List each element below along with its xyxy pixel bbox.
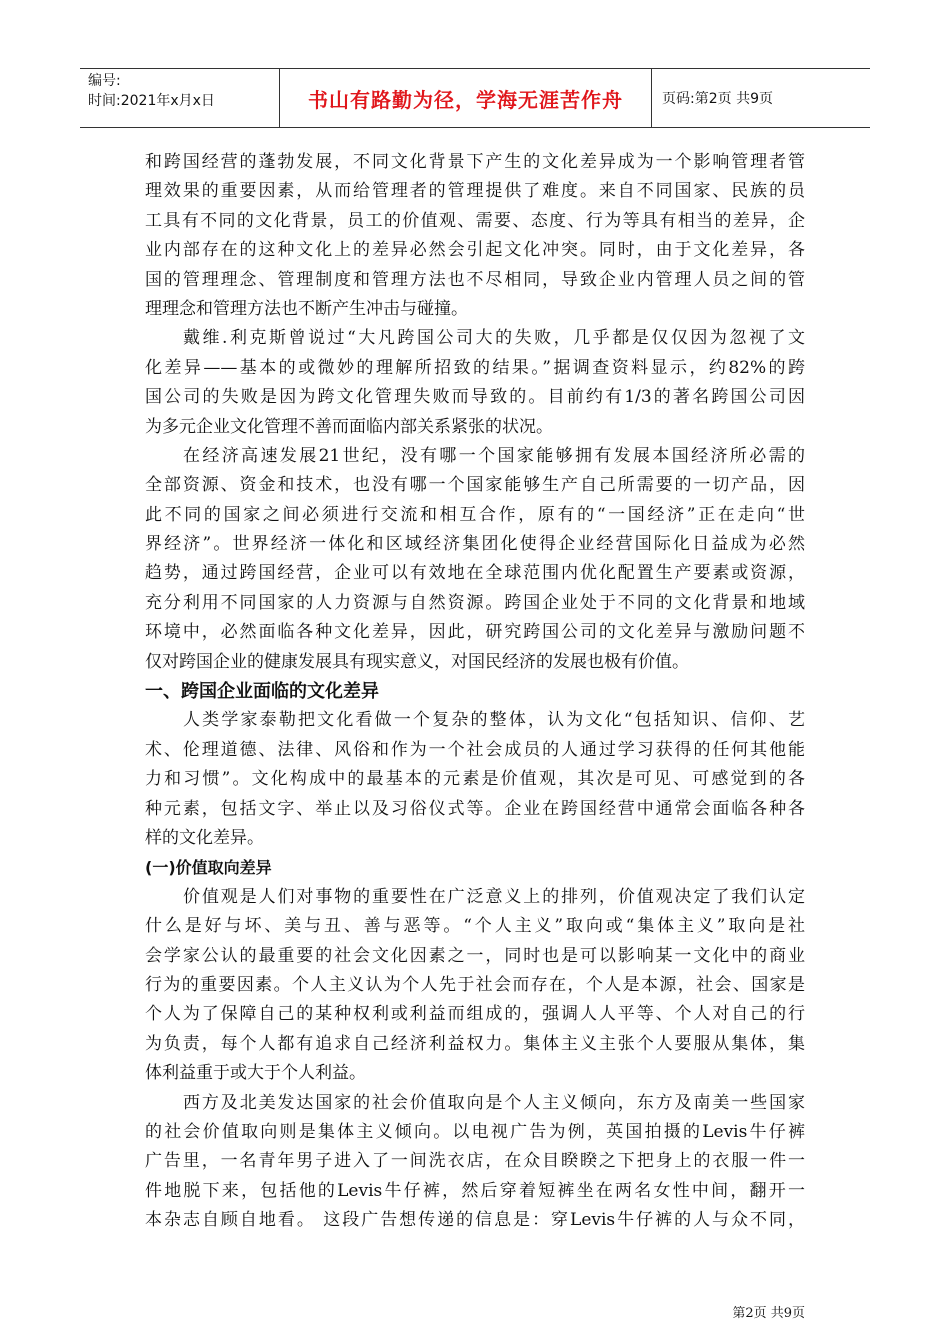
header-meta xyxy=(80,69,280,127)
text-line: 价值观是人们对事物的重要性在广泛意义上的排列，价值观决定了我们认定 xyxy=(183,886,805,907)
text-line: 工具有不同的文化背景，员工的价值观、需要、态度、行为等具有相当的差异，企 xyxy=(145,210,805,231)
text-line: 术、伦理道德、法律、风俗和作为一个社会成员的人通过学习获得的任何其他能 xyxy=(145,739,805,760)
text-line: 业内部存在的这种文化上的差异必然会引起文化冲突。同时，由于文化差异，各 xyxy=(145,240,805,261)
text-line: 在经济高速发展21世纪，没有哪一个国家能够拥有发展本国经济所必需的 xyxy=(183,445,805,466)
text-line: 广告里，一名青年男子进入了一间洗衣店，在众目睽睽之下把身上的衣服一件一 xyxy=(145,1151,805,1172)
text-line: 国公司的失败是因为跨文化管理失败而导致的。目前约有1/3的著名跨国公司因 xyxy=(145,387,805,408)
text-line: 化差异——基本的或微妙的理解所招致的结果。”据调查资料显示，约82%的跨 xyxy=(145,357,805,378)
text-line: 为多元企业文化管理不善而面临内部关系紧张的状况。 xyxy=(145,416,553,437)
text-line: 个人为了保障自己的某种权利或利益而组成的，强调人人平等、个人对自己的行 xyxy=(145,1004,805,1025)
text-line: 西方及北美发达国家的社会价值取向是个人主义倾向，东方及南美一些国家 xyxy=(183,1092,805,1113)
paragraph-2 xyxy=(145,324,805,442)
document-number-label: 编号: xyxy=(88,73,121,89)
text-line: 样的文化差异。 xyxy=(145,827,264,848)
text-line: 理理念和管理方法也不断产生冲击与碰撞。 xyxy=(145,298,468,319)
header-motto: 书山有路勤为径，学海无涯苦作舟 xyxy=(280,69,652,127)
header-page-label: 页码:第2页 共9页 xyxy=(662,91,773,107)
text-line: 人类学家泰勒把文化看做一个复杂的整体，认为文化“包括知识、信仰、艺 xyxy=(183,710,805,731)
text-line: 件地脱下来，包括他的Levis牛仔裤，然后穿着短裤坐在两名女性中间，翻开一 xyxy=(145,1180,805,1201)
subsection-heading: (一)价值取向差异 xyxy=(145,858,272,878)
text-line: 什么是好与坏、美与丑、善与恶等。“个人主义”取向或“集体主义”取向是社 xyxy=(145,916,805,937)
text-line: 全部资源、资金和技术，也没有哪一个国家能够生产自己所需要的一切产品，因 xyxy=(145,475,805,496)
paragraph-6 xyxy=(145,1089,805,1236)
text-line: 戴维.利克斯曾说过“大凡跨国公司大的失败，几乎都是仅仅因为忽视了文 xyxy=(183,328,805,349)
text-line: 行为的重要因素。个人主义认为个人先于社会而存在，个人是本源，社会、国家是 xyxy=(145,974,805,995)
text-line: 仅对跨国企业的健康发展具有现实意义，对国民经济的发展也极有价值。 xyxy=(145,651,689,672)
document-body xyxy=(145,148,805,1235)
paragraph-3 xyxy=(145,442,805,677)
page-header xyxy=(80,68,870,128)
text-line: 体利益重于或大于个人利益。 xyxy=(145,1063,366,1084)
section-heading: 一、跨国企业面临的文化差异 xyxy=(145,681,379,703)
page-footer: 第2页 共9页 xyxy=(732,1306,805,1321)
text-line: 力和习惯”。文化构成中的最基本的元素是价值观，其次是可见、可感觉到的各 xyxy=(145,769,805,790)
text-line: 本杂志自顾自地看。 这段广告想传递的信息是：穿Levis牛仔裤的人与众不同， xyxy=(145,1210,805,1231)
text-line: 种元素，包括文字、举止以及习俗仪式等。企业在跨国经营中通常会面临各种各 xyxy=(145,798,805,819)
text-line: 会学家公认的最重要的社会文化因素之一，同时也是可以影响某一文化中的商业 xyxy=(145,945,805,966)
text-line: 国的管理理念、管理制度和管理方法也不尽相同，导致企业内管理人员之间的管 xyxy=(145,269,805,290)
text-line: 界经济”。世界经济一体化和区域经济集团化使得企业经营国际化日益成为必然 xyxy=(145,534,805,555)
text-line: 为负责，每个人都有追求自己经济利益权力。集体主义主张个人要服从集体，集 xyxy=(145,1033,805,1054)
text-line: 充分利用不同国家的人力资源与自然资源。跨国企业处于不同的文化背景和地域 xyxy=(145,592,805,613)
text-line: 趋势，通过跨国经营，企业可以有效地在全球范围内优化配置生产要素或资源， xyxy=(145,563,805,584)
text-line: 此不同的国家之间必须进行交流和相互合作，原有的“一国经济”正在走向“世 xyxy=(145,504,805,525)
paragraph-5 xyxy=(145,883,805,1089)
text-line: 的社会价值取向则是集体主义倾向。以电视广告为例，英国拍摄的Levis牛仔裤 xyxy=(145,1121,805,1142)
document-time-label: 时间:2021年x月x日 xyxy=(88,93,215,109)
paragraph-1 xyxy=(145,148,805,324)
text-line: 和跨国经营的蓬勃发展，不同文化背景下产生的文化差异成为一个影响管理者管 xyxy=(145,152,805,172)
text-line: 环境中，必然面临各种文化差异，因此，研究跨国公司的文化差异与激励问题不 xyxy=(145,622,805,643)
text-line: 理效果的重要因素，从而给管理者的管理提供了难度。来自不同国家、民族的员 xyxy=(145,181,805,202)
paragraph-4 xyxy=(145,706,805,853)
